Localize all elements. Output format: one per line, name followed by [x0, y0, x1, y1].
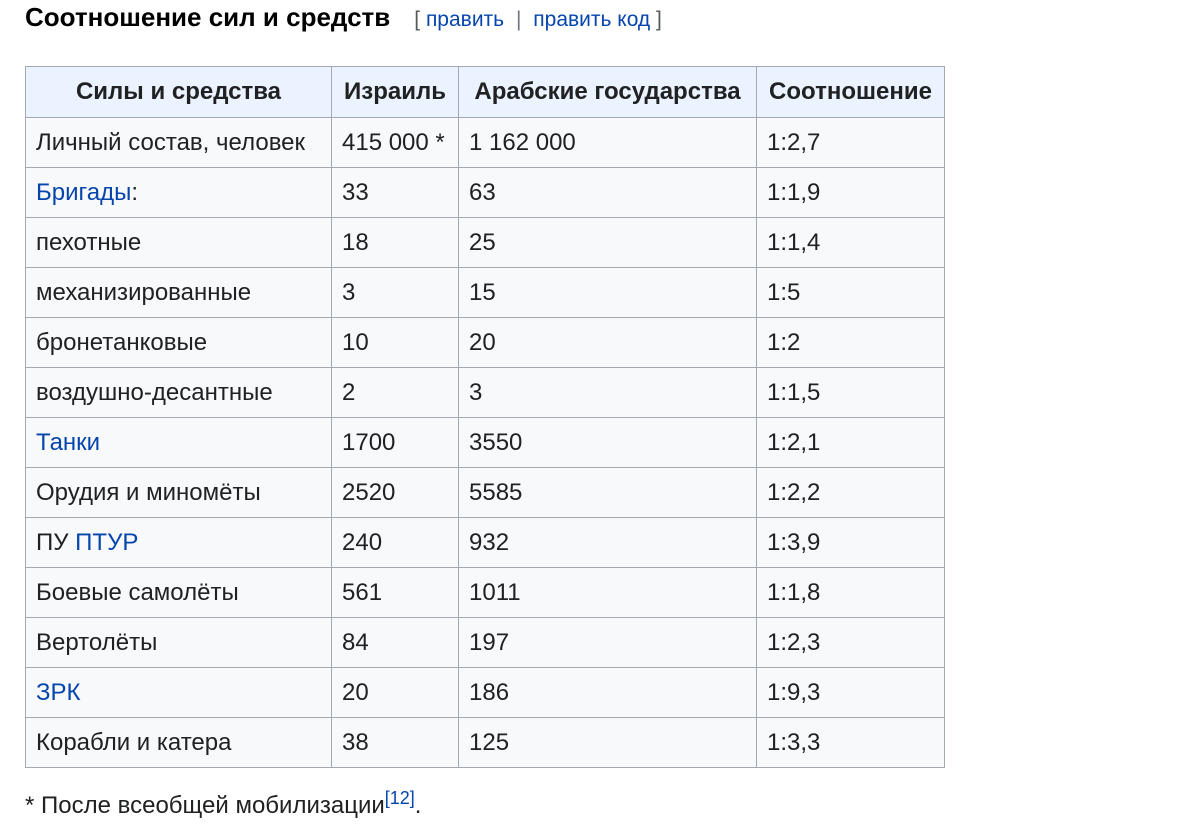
cell-israel: 415 000 *	[332, 118, 459, 168]
cell-israel: 561	[332, 568, 459, 618]
cell-ratio: 1:3,3	[757, 718, 945, 768]
column-header-israel: Израиль	[332, 67, 459, 118]
cell-ratio: 1:1,8	[757, 568, 945, 618]
cell-arab-states: 3550	[459, 418, 757, 468]
footnote-text: * После всеобщей мобилизации	[25, 792, 385, 819]
cell-ratio: 1:2,7	[757, 118, 945, 168]
table-row	[26, 318, 945, 368]
cell-forces	[26, 118, 332, 168]
cell-arab-states: 186	[459, 668, 757, 718]
cell-israel: 2	[332, 368, 459, 418]
cell-forces	[26, 218, 332, 268]
table-row	[26, 118, 945, 168]
cell-ratio: 1:3,9	[757, 518, 945, 568]
cell-israel: 84	[332, 618, 459, 668]
table-row	[26, 168, 945, 218]
cell-israel: 20	[332, 668, 459, 718]
table-row	[26, 718, 945, 768]
cell-israel: 18	[332, 218, 459, 268]
table-row	[26, 568, 945, 618]
cell-forces-text: Орудия и миномёты	[36, 478, 261, 506]
cell-forces	[26, 468, 332, 518]
cell-israel: 3	[332, 268, 459, 318]
column-header-ratio: Соотношение	[757, 67, 945, 118]
cell-forces-link[interactable]: ПТУР	[75, 528, 139, 556]
cell-forces-link[interactable]: Бригады	[36, 178, 132, 206]
cell-ratio: 1:5	[757, 268, 945, 318]
table-row	[26, 668, 945, 718]
cell-forces-text: бронетанковые	[36, 328, 208, 356]
cell-arab-states: 932	[459, 518, 757, 568]
cell-forces	[26, 168, 332, 218]
cell-forces	[26, 418, 332, 468]
cell-forces	[26, 518, 332, 568]
edit-link[interactable]: править	[425, 8, 505, 31]
reference-link[interactable]: [12]	[384, 788, 415, 808]
cell-forces	[26, 368, 332, 418]
table-row	[26, 268, 945, 318]
table-row	[26, 218, 945, 268]
cell-forces-text: воздушно-десантные	[36, 378, 273, 406]
edit-links	[414, 8, 662, 32]
cell-arab-states: 5585	[459, 468, 757, 518]
column-header-arab-states: Арабские государства	[459, 67, 757, 118]
cell-forces-text: ПУ	[36, 528, 76, 556]
cell-arab-states: 20	[459, 318, 757, 368]
cell-forces-suffix: :	[131, 178, 139, 206]
cell-arab-states: 63	[459, 168, 757, 218]
bracket-close: ]	[656, 8, 662, 31]
cell-arab-states: 125	[459, 718, 757, 768]
table-row	[26, 468, 945, 518]
footnote-end: .	[414, 792, 422, 819]
cell-forces-text: Вертолёты	[36, 628, 158, 656]
bracket-open: [	[414, 8, 421, 31]
cell-forces-text: Личный состав, человек	[36, 128, 306, 156]
cell-forces-text: Корабли и катера	[36, 728, 232, 756]
cell-israel: 33	[332, 168, 459, 218]
cell-ratio: 1:1,9	[757, 168, 945, 218]
cell-ratio: 1:2,1	[757, 418, 945, 468]
cell-israel: 240	[332, 518, 459, 568]
cell-arab-states: 15	[459, 268, 757, 318]
footnote-ref	[385, 788, 415, 808]
cell-israel: 1700	[332, 418, 459, 468]
cell-arab-states: 3	[459, 368, 757, 418]
cell-ratio: 1:2	[757, 318, 945, 368]
cell-forces	[26, 618, 332, 668]
table-body	[26, 118, 945, 768]
cell-forces	[26, 668, 332, 718]
cell-forces-text: механизированные	[36, 278, 252, 306]
cell-ratio: 1:9,3	[757, 668, 945, 718]
edit-code-link[interactable]: править код	[533, 8, 651, 31]
cell-arab-states: 197	[459, 618, 757, 668]
cell-forces	[26, 268, 332, 318]
section-title: Соотношение сил и средств	[25, 2, 391, 32]
cell-arab-states: 1011	[459, 568, 757, 618]
cell-arab-states: 1 162 000	[459, 118, 757, 168]
table-row	[26, 368, 945, 418]
cell-israel: 10	[332, 318, 459, 368]
edit-separator: |	[515, 8, 522, 31]
cell-forces-link[interactable]: ЗРК	[36, 678, 81, 706]
cell-forces	[26, 718, 332, 768]
cell-forces-text: Боевые самолёты	[36, 578, 239, 606]
cell-ratio: 1:1,5	[757, 368, 945, 418]
cell-ratio: 1:1,4	[757, 218, 945, 268]
footnote	[25, 788, 422, 820]
cell-ratio: 1:2,3	[757, 618, 945, 668]
section-heading	[25, 2, 662, 38]
forces-table	[25, 66, 945, 768]
table-header-row	[26, 67, 945, 118]
table-row	[26, 518, 945, 568]
cell-forces	[26, 318, 332, 368]
cell-israel: 2520	[332, 468, 459, 518]
column-header-forces: Силы и средства	[26, 67, 332, 118]
cell-forces-link[interactable]: Танки	[36, 428, 101, 456]
table-row	[26, 418, 945, 468]
cell-israel: 38	[332, 718, 459, 768]
cell-ratio: 1:2,2	[757, 468, 945, 518]
cell-forces-text: пехотные	[36, 228, 142, 256]
cell-forces	[26, 568, 332, 618]
table-row	[26, 618, 945, 668]
cell-arab-states: 25	[459, 218, 757, 268]
